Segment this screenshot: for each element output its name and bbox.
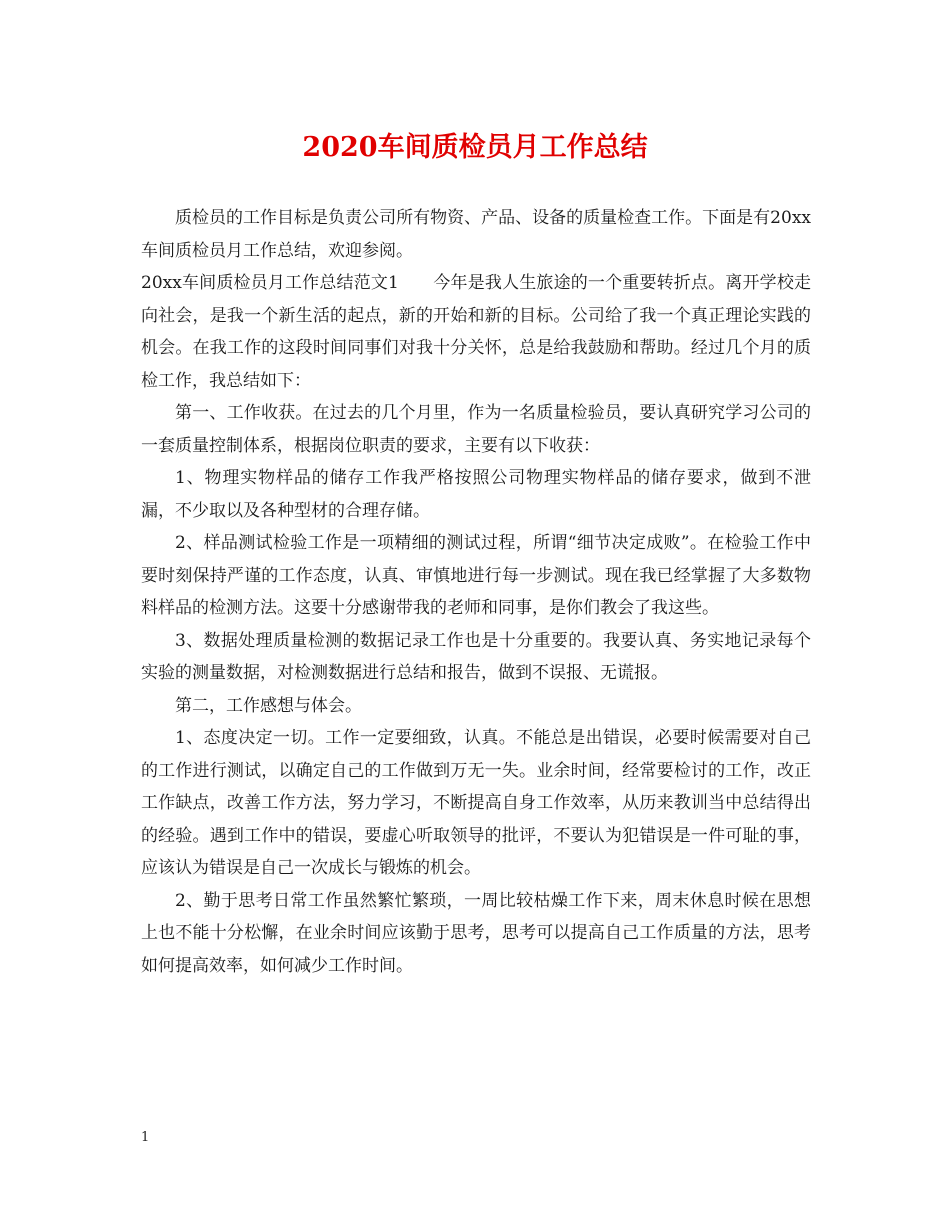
paragraph-thinking: 2、勤于思考日常工作虽然繁忙繁琐，一周比较枯燥工作下来，周末休息时候在思想上也不能十分松懈，在业余时间应该勤于思考，思考可以提高自己工作质量的方法，思考如何提高效率，如何减少工作时间。 [141,890,811,976]
paragraph-sample-heading: 20xx车间质检员月工作总结范文1 今年是我人生旅途的一个重要转折点。离开学校走向社会，是我一个新生活的起点，新的开始和新的目标。公司给了我一个真正理论实践的机会。在我工作的这段时间同事们对我十分关怀，总是给我鼓励和帮助。经过几个月的质检工作，我总结如下： [141,273,811,391]
page-number: 1 [141,1130,150,1145]
paragraph-section-one: 第一、工作收获。在过去的几个月里，作为一名质量检验员，要认真研究学习公司的一套质量控制体系，根据岗位职责的要求，主要有以下收获： [141,403,811,456]
paragraph-section-two: 第二，工作感想与体会。 [175,695,362,716]
document-body [141,202,811,982]
paragraph-item-3: 3、数据处理质量检测的数据记录工作也是十分重要的。我要认真、务实地记录每个实验的测量数据，对检测数据进行总结和报告，做到不误报、无谎报。 [141,630,811,683]
document-title: 2020车间质检员月工作总结 [302,132,648,163]
paragraph-item-1: 1、物理实物样品的储存工作我严格按照公司物理实物样品的储存要求，做到不泄漏，不少取以及各种型材的合理存储。 [141,468,811,521]
paragraph-intro: 质检员的工作目标是负责公司所有物资、产品、设备的质量检查工作。下面是有20xx车间质检员月工作总结，欢迎参阅。 [141,208,811,261]
paragraph-attitude: 1、态度决定一切。工作一定要细致，认真。不能总是出错误，必要时候需要对自己的工作进行测试，以确定自己的工作做到万无一失。业余时间，经常要检讨的工作，改正工作缺点，改善工作方法，努力学习，不断提高自身工作效率，从历来教训当中总结得出的经验。遇到工作中的错误，要虚心听取领导的批评，不要认为犯错误是一件可耻的事，应该认为错误是自己一次成长与锻炼的机会。 [141,728,811,878]
paragraph-item-2: 2、样品测试检验工作是一项精细的测试过程，所谓“细节决定成败”。在检验工作中要时刻保持严谨的工作态度，认真、审慎地进行每一步测试。现在我已经掌握了大多数物料样品的检测方法。这要十分感谢带我的老师和同事，是你们教会了我这些。 [141,533,811,618]
